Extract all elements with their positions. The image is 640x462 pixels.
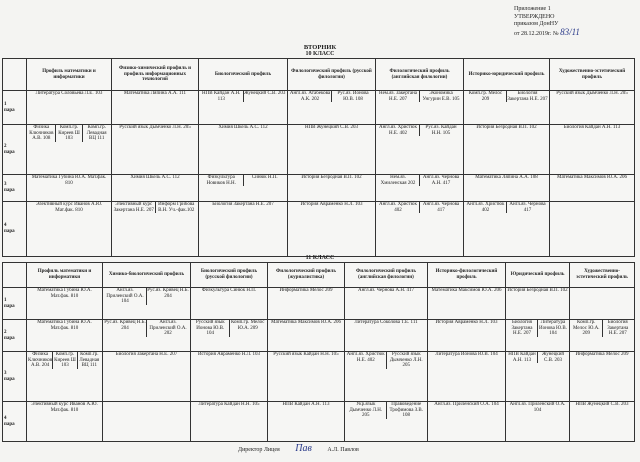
lesson-entry: Комп.гр. Левадная ВЦ 111 bbox=[77, 352, 101, 369]
schedule-cell: Химия Шкель А.С. 112 bbox=[112, 175, 199, 202]
split-cell bbox=[200, 91, 286, 102]
schedule-cell: Биология Закертана Н.Е. 207 bbox=[199, 202, 288, 257]
lesson-entry: Англ.яз. Чернова 417 bbox=[506, 202, 548, 213]
schedule-cell: Англ.яз. Чернова А.Н. 417 bbox=[345, 288, 428, 320]
column-header: Историко-юридический профиль bbox=[464, 59, 550, 91]
lesson-entry: Рус.яз. Кривец Н.Б. 204 bbox=[104, 320, 146, 331]
schedule-cell: НПВ Жунецкий С.В. 203 bbox=[570, 402, 635, 442]
split-cell bbox=[113, 202, 197, 213]
schedule-cell: История Безродная В.П. 102 bbox=[288, 175, 376, 202]
lesson-entry: Экономика Унгурин Е.В. 105 bbox=[419, 91, 462, 102]
lesson-entry: Англ.яз. Чернова А.Н. 417 bbox=[419, 175, 462, 186]
column-header: Химико-биологический профиль bbox=[103, 263, 191, 288]
lesson-entry: Русский язык Ионова Ю.В. 104 bbox=[195, 320, 225, 337]
schedule-cell bbox=[570, 320, 635, 352]
table-row bbox=[3, 91, 635, 125]
split-cell bbox=[377, 91, 462, 102]
lesson-entry: Англ.яз. Христюк Н.Е. 402 bbox=[379, 125, 417, 136]
column-header: Биологический профиль (русской филологии) bbox=[191, 263, 268, 288]
table-row bbox=[3, 175, 635, 202]
schedule-cell: Математика Губина Ю.А. Мат.фак. 810 bbox=[27, 175, 112, 202]
schedule-cell: НПВ Жунецкий С.В. 203 bbox=[288, 125, 376, 175]
period-label bbox=[3, 91, 27, 125]
schedule-cell bbox=[376, 125, 464, 175]
split-cell bbox=[465, 91, 548, 102]
schedule-cell: Математика Максимов Ю.А. 206 bbox=[268, 320, 345, 352]
schedule-cell bbox=[27, 125, 112, 175]
schedule-cell bbox=[506, 352, 570, 402]
schedule-cell bbox=[103, 402, 191, 442]
period-word: пара bbox=[4, 421, 15, 427]
schedule-cell bbox=[345, 352, 428, 402]
schedule-cell: История Авраменко Н.Л. 103 bbox=[288, 202, 376, 257]
lesson-entry: Комп.гр. Киреев Ш 103 bbox=[54, 352, 76, 369]
period-number: 4 bbox=[4, 223, 7, 229]
period-word: пара bbox=[4, 188, 15, 193]
director-name: А.Л. Павлов bbox=[327, 447, 359, 453]
split-cell bbox=[104, 320, 189, 337]
schedule-cell bbox=[570, 288, 635, 320]
footer bbox=[238, 443, 359, 454]
schedule-cell bbox=[27, 352, 103, 402]
schedule-cell: Элективный курс Иванов А.Ю. Мат.фак. 810 bbox=[27, 202, 112, 257]
split-cell bbox=[507, 320, 568, 337]
column-header: Юридический профиль bbox=[506, 263, 570, 288]
schedule-cell bbox=[112, 202, 199, 257]
period-number: 4 bbox=[4, 415, 7, 421]
table-row bbox=[3, 125, 635, 175]
day-title: ВТОРНИК bbox=[303, 44, 337, 51]
column-header: Профиль математики и информатики bbox=[27, 263, 103, 288]
schedule-cell: Литература Кайдан Н.Н. 105 bbox=[191, 402, 268, 442]
grade11-title: 11 КЛАСС bbox=[305, 255, 335, 261]
corner-cell bbox=[3, 263, 27, 288]
schedule-cell: Информатика Мелос 209 bbox=[268, 288, 345, 320]
schedule-cell: Литература Соколова Т.Е. 111 bbox=[345, 320, 428, 352]
schedule-cell bbox=[464, 202, 550, 257]
schedule-cell: Математика Ляпина А.А. 111 bbox=[112, 91, 199, 125]
lesson-entry: Литература Ионова Ю.В. 104 bbox=[538, 320, 568, 337]
schedule-cell bbox=[288, 91, 376, 125]
table-row bbox=[3, 288, 635, 320]
split-cell bbox=[28, 125, 110, 142]
schedule-cell bbox=[345, 402, 428, 442]
lesson-entry: Элективный курс Закертана Н.Е. 207 bbox=[113, 202, 154, 213]
column-header: Профиль математики и информатики bbox=[27, 59, 112, 91]
column-header: Историко-филологический профиль bbox=[428, 263, 506, 288]
split-cell bbox=[346, 402, 426, 419]
schedule-table-11 bbox=[2, 262, 635, 442]
lesson-entry: Комп.гр. Мелос 209 bbox=[468, 91, 503, 102]
period-number: 1 bbox=[4, 101, 7, 107]
column-header: Филологический профиль (русской филологии) bbox=[288, 59, 376, 91]
period-word: пара bbox=[4, 335, 15, 341]
lesson-entry: Англ.яз. Приленский О.А. 104 bbox=[106, 288, 144, 305]
schedule-cell: Англ.яз. Приленский О.А. 104 bbox=[428, 402, 506, 442]
schedule-cell: Математика Максимов Ю.А. 206 bbox=[550, 175, 635, 202]
table-row bbox=[3, 402, 635, 442]
lesson-entry: НПВ Кайдан А.Н. 113 bbox=[508, 352, 536, 363]
period-label bbox=[3, 288, 27, 320]
lesson-entry: Англ.яз. Христюк Н.Е. 402 bbox=[346, 352, 385, 363]
period-word: пара bbox=[4, 149, 15, 155]
split-cell bbox=[192, 320, 266, 337]
schedule-cell: Англ.яз. Приленский О.А. 104 bbox=[506, 402, 570, 442]
lesson-entry: Физика Ключников А.В. 204 bbox=[28, 352, 53, 369]
approval-line: УТВЕРЖДЕНО bbox=[514, 13, 555, 20]
split-cell bbox=[104, 288, 189, 305]
period-label bbox=[3, 352, 27, 402]
lesson-entry: Англ.яз. Приленский О.А. 202 bbox=[146, 320, 189, 337]
schedule-cell: Биология Закертана Н.Е. 207 bbox=[103, 352, 191, 402]
lesson-entry: Англ.яз. Христюк 402 bbox=[379, 202, 417, 213]
period-number: 3 bbox=[4, 370, 7, 376]
split-cell bbox=[200, 175, 286, 186]
schedule-cell bbox=[376, 91, 464, 125]
lesson-entry: Информ Грибова В.Н. Уч.-фак.102 bbox=[155, 202, 198, 213]
lesson-entry: Англ.яз. Христюк 402 bbox=[466, 202, 505, 213]
approval-line: Приложение 1 bbox=[514, 6, 551, 12]
schedule-cell: История Безродная В.П. 102 bbox=[464, 125, 550, 175]
period-word: пара bbox=[4, 303, 15, 309]
period-word: пара bbox=[4, 229, 15, 234]
lesson-entry: Англ.яз. Атабекова А.К. 202 bbox=[289, 91, 331, 102]
period-word: пара bbox=[4, 376, 15, 382]
schedule-cell: Физкультура Синюк Н.П. bbox=[191, 288, 268, 320]
lesson-entry: НПВ Кайдан А.Н. 113 bbox=[202, 91, 241, 102]
lesson-entry: Комп.гр. Мелос Ю.А. 209 bbox=[229, 320, 267, 337]
lesson-entry: Русский язык Дымченко Л.Н. 205 bbox=[386, 352, 427, 369]
schedule-cell: Математика Губина Ю.А. Мат.фак. 810 bbox=[27, 288, 103, 320]
schedule-cell: Математика Ляпина А.А. 108 bbox=[464, 175, 550, 202]
column-header: Филологический профиль (журналистика) bbox=[268, 263, 345, 288]
schedule-cell: Литература Соловьева Л.Е. 103 bbox=[27, 91, 112, 125]
director-role: Директор Лицея bbox=[238, 447, 280, 453]
schedule-cell bbox=[199, 175, 288, 202]
header-row bbox=[3, 59, 635, 91]
schedule-cell bbox=[376, 175, 464, 202]
period-number: 2 bbox=[4, 329, 7, 335]
lesson-entry: Комп.гр. Киреев Ш 103 bbox=[55, 125, 83, 142]
schedule-cell: Русский язык Дымченко Л.Н. 205 bbox=[112, 125, 199, 175]
schedule-cell bbox=[103, 320, 191, 352]
schedule-cell bbox=[103, 288, 191, 320]
schedule-cell: Математика Губина Ю.А. Мат.фак. 810 bbox=[27, 320, 103, 352]
lesson-entry: Укр.язык Дымченко Л.Н. 205 bbox=[349, 402, 383, 419]
lesson-entry: Нем.яз. Закертана Н.Е. 207 bbox=[378, 91, 418, 102]
table-row bbox=[3, 352, 635, 402]
schedule-cell: Химия Шкель А.С. 112 bbox=[199, 125, 288, 175]
schedule-table-10 bbox=[2, 58, 635, 257]
corner-cell bbox=[3, 59, 27, 91]
period-number: 2 bbox=[4, 143, 7, 149]
schedule-cell bbox=[199, 91, 288, 125]
split-cell bbox=[289, 91, 374, 102]
period-number: 1 bbox=[4, 297, 7, 303]
lesson-entry: Биология Закертана Н.Е. 207 bbox=[602, 320, 634, 337]
lesson-entry: Биология Закертана Н.Е. 207 bbox=[507, 91, 548, 102]
table-row bbox=[3, 320, 635, 352]
column-header: Художественно-эстетический профиль bbox=[550, 59, 635, 91]
lesson-entry: Рус.яз. Кривец Н.Б. 204 bbox=[146, 288, 189, 305]
signature: Пав bbox=[295, 443, 312, 454]
approval-line: приказом ДонНУ bbox=[514, 21, 559, 27]
schedule-cell: Биология Кайдан А.Н. 113 bbox=[550, 125, 635, 175]
lesson-entry: Рус.яз. Кайдан Н.Н. 105 bbox=[419, 125, 462, 136]
schedule-cell: История Авраменко Н.Л. 103 bbox=[428, 320, 506, 352]
split-cell bbox=[571, 320, 633, 337]
lesson-entry: Рус.яз. Ионова Ю.В. 108 bbox=[331, 91, 374, 102]
split-cell bbox=[377, 125, 462, 136]
grade10-title: 10 КЛАСС bbox=[305, 51, 335, 57]
lesson-entry: Жунецкий С.В. 203 bbox=[243, 91, 287, 102]
schedule-cell: История Авраменко Н.Л. 103 bbox=[191, 352, 268, 402]
schedule-cell bbox=[191, 320, 268, 352]
split-cell bbox=[28, 352, 101, 369]
split-cell bbox=[465, 202, 548, 213]
column-header: Физико-химический профиль и профиль информационных технологий bbox=[112, 59, 199, 91]
column-header: Биологический профиль bbox=[199, 59, 288, 91]
column-header: Художественно-эстетический профиль bbox=[570, 263, 635, 288]
lesson-entry: Жунецкий С.В. 203 bbox=[537, 352, 568, 363]
period-label bbox=[3, 320, 27, 352]
lesson-entry: Англ.яз. Чернова 417 bbox=[419, 202, 462, 213]
lesson-entry: Правоведение Трофимова З.В. 108 bbox=[386, 402, 427, 419]
approval-line bbox=[514, 26, 580, 39]
schedule-cell: Элективный курс Иванов А.Ю. Мат.фак. 810 bbox=[27, 402, 103, 442]
schedule-cell bbox=[376, 202, 464, 257]
period-label bbox=[3, 125, 27, 175]
period-number: 3 bbox=[4, 182, 7, 188]
schedule-cell: Русский язык Кайдан Н.Н. 105 bbox=[268, 352, 345, 402]
column-header: Филологический профиль (английская филологии) bbox=[345, 263, 428, 288]
period-label bbox=[3, 175, 27, 202]
lesson-entry: Физкультура Новиков Н.Н. bbox=[206, 175, 236, 186]
lesson-entry: Синюк Н.П. bbox=[243, 175, 287, 186]
split-cell bbox=[346, 352, 426, 369]
schedule-cell: История Безродная В.П. 102 bbox=[506, 288, 570, 320]
column-header: Филологический профиль (английская филологии) bbox=[376, 59, 464, 91]
schedule-cell bbox=[506, 320, 570, 352]
schedule-cell: Литература Ионова Ю.В. 104 bbox=[428, 352, 506, 402]
lesson-entry: Физика Ключников А.В. 108 bbox=[29, 125, 54, 142]
split-cell bbox=[377, 202, 462, 213]
approval-stamp bbox=[514, 6, 580, 38]
schedule-cell: НПВ Кайдан А.Н. 113 bbox=[268, 402, 345, 442]
lesson-entry: Биология Закертана Н.Е. 207 bbox=[511, 320, 533, 337]
period-label bbox=[3, 202, 27, 257]
schedule-cell: Русский язык Дымченко Л.Н. 205 bbox=[550, 91, 635, 125]
schedule-cell bbox=[550, 202, 635, 257]
lesson-entry: Нем.яз. Хмиленская 202 bbox=[380, 175, 416, 186]
lesson-entry: Комп.гр. Левадная ВЦ 111 bbox=[82, 125, 110, 142]
schedule-cell: Информатика Мелос 209 bbox=[570, 352, 635, 402]
approval-date: от 28.12.2019г. № bbox=[514, 30, 559, 37]
order-number: 83/11 bbox=[560, 26, 580, 37]
split-cell bbox=[507, 352, 568, 363]
schedule-cell bbox=[464, 91, 550, 125]
header-row bbox=[3, 263, 635, 288]
table-row bbox=[3, 202, 635, 257]
split-cell bbox=[377, 175, 462, 186]
period-label bbox=[3, 402, 27, 442]
lesson-entry: Комп.гр. Мелос Ю.А. 209 bbox=[573, 320, 600, 337]
period-word: пара bbox=[4, 107, 15, 113]
schedule-cell: Математика Максимов Ю.А. 206 bbox=[428, 288, 506, 320]
